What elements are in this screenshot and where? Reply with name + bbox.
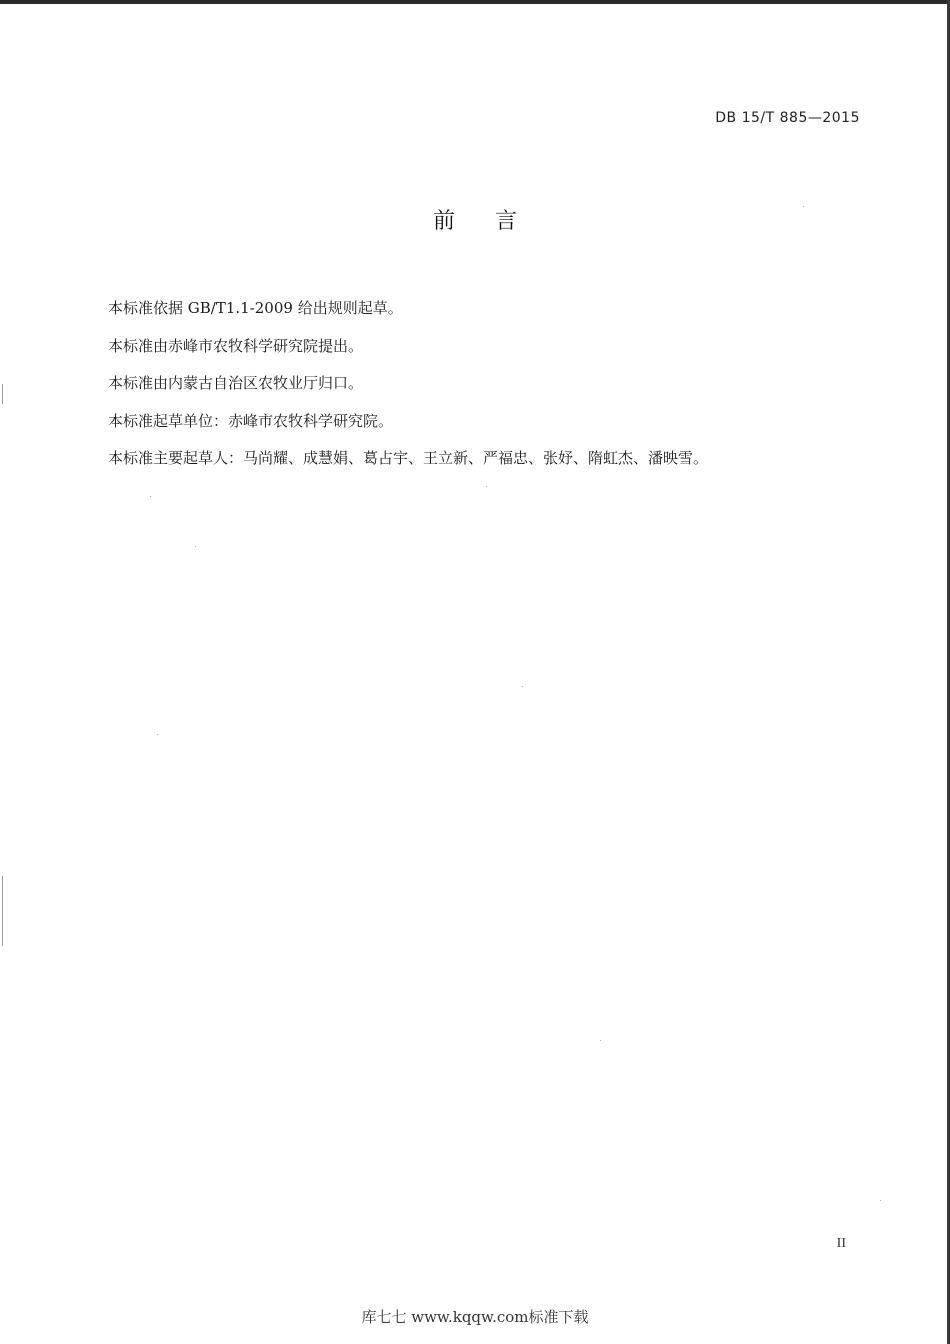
scan-margin-mark [2, 876, 3, 946]
page-title: 前言 [432, 209, 557, 234]
scan-speck [600, 1040, 601, 1041]
preface-body [108, 298, 868, 486]
preface-line-proposer: 本标准由赤峰市农牧科学研究院提出。 [108, 336, 364, 355]
standard-code: DB 15/T 885—2015 [715, 110, 860, 126]
preface-line-administrator: 本标准由内蒙古自治区农牧业厅归口。 [108, 374, 364, 392]
scan-margin-mark [2, 384, 3, 404]
scan-edge-top [0, 0, 950, 4]
footer-source: 库七七 www.kqqw.com标准下载 [361, 1308, 589, 1326]
scan-speck [486, 486, 487, 487]
scan-speck [157, 734, 158, 735]
page-number: II [836, 1236, 846, 1251]
preface-line-drafters: 本标准主要起草人：马尚耀、成慧娟、葛占宇、王立新、严福忠、张妤、隋虹杰、潘映雪。 [108, 449, 709, 467]
preface-line-drafting-unit: 本标准起草单位：赤峰市农牧科学研究院。 [108, 411, 394, 430]
preface-line-drafting-rules: 本标准依据 GB/T1.1-2009 给出规则起草。 [108, 299, 403, 317]
scan-speck [195, 546, 196, 547]
scan-speck [522, 686, 523, 687]
scan-speck [880, 1200, 881, 1201]
scan-speck [150, 496, 151, 497]
